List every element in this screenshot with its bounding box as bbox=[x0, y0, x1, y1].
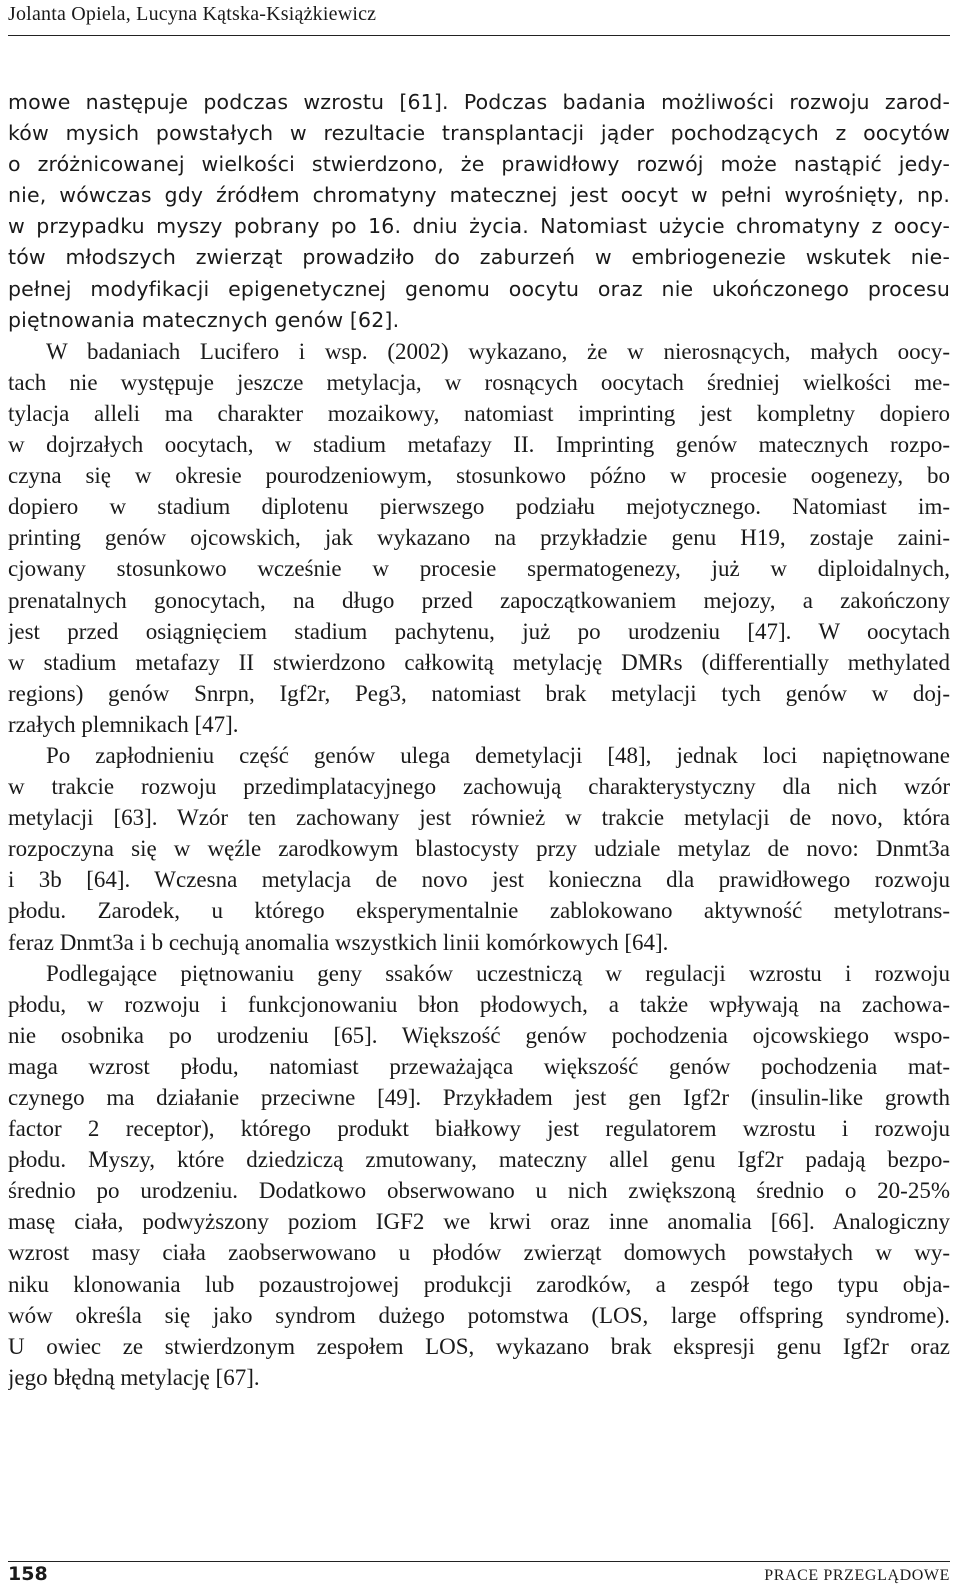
body-line: jest przed osiągnięciem stadium pachytenu, już po urodzeniu [47]. W oocytach bbox=[8, 618, 950, 644]
body-line: rzałych plemnikach [47]. bbox=[8, 711, 239, 737]
body-line: jego błędną metylację [67]. bbox=[8, 1364, 260, 1390]
journal-section-title: PRACE PRZEGLĄDOWE bbox=[764, 1567, 950, 1584]
body-line: rozpoczyna się w węźle zarodkowym blastocysty przy udziale metylaz de novo: Dnmt3a bbox=[8, 836, 950, 862]
body-line: i 3b [64]. Wczesna metylacja de novo jest konieczna dla prawidłowego rozwoju bbox=[8, 867, 950, 893]
body-line: wów określa się jako syndrom dużego potomstwa (LOS, large offspring syndrome). bbox=[8, 1302, 950, 1328]
body-line: tów młodszych zwierząt prowadziło do zaburzeń w embriogenezie wskutek nie- bbox=[8, 245, 950, 270]
header-rule bbox=[8, 35, 950, 36]
body-line: płodu. Myszy, które dziedziczą zmutowany, mateczny allel genu Igf2r padają bezpo- bbox=[8, 1147, 950, 1173]
body-line: w dojrzałych oocytach, w stadium metafazy II. Imprinting genów matecznych rozpo- bbox=[8, 432, 950, 458]
body-line: płodu, w rozwoju i funkcjonowaniu błon płodowych, a także wpływają na zachowa- bbox=[8, 991, 950, 1017]
body-line: tach nie występuje jeszcze metylacja, w rosnących oocytach średniej wielkości me- bbox=[8, 369, 950, 395]
body-line: factor 2 receptor), którego produkt białkowy jest regulatorem wzrostu i rozwoju bbox=[8, 1116, 950, 1142]
body-line: nie, wówczas gdy źródłem chromatyny matecznej jest oocyt w pełni wyrośnięty, np. bbox=[8, 183, 950, 208]
body-line: cjowany stosunkowo wcześnie w procesie spermatogenezy, już w diploidalnych, bbox=[8, 556, 950, 582]
body-line: regions) genów Snrpn, Igf2r, Peg3, natomiast brak metylacji tych genów w doj- bbox=[8, 680, 950, 706]
body-line: U owiec ze stwierdzonym zespołem LOS, wykazano brak ekspresji genu Igf2r oraz bbox=[8, 1333, 950, 1359]
body-line: w stadium metafazy II stwierdzono całkowitą metylację DMRs (differentially methylated bbox=[8, 649, 950, 675]
body-line: pełnej modyfikacji epigenetycznej genomu oocytu oraz nie ukończonego procesu bbox=[8, 276, 950, 301]
body-line: maga wzrost płodu, natomiast przeważająca większość genów pochodzenia mat- bbox=[8, 1053, 950, 1079]
body-line: W badaniach Lucifero i wsp. (2002) wykazano, że w nierosnących, małych oocy- bbox=[46, 338, 950, 364]
body-line: w przypadku myszy pobrany po 16. dniu życia. Natomiast użycie chromatyny z oocy- bbox=[8, 214, 950, 239]
body-line: tylacja alleli ma charakter mozaikowy, natomiast imprinting jest kompletny dopiero bbox=[8, 400, 950, 426]
body-line: wzrost masy ciała zaobserwowano u płodów zwierząt domowych powstałych w wy- bbox=[8, 1240, 950, 1266]
running-head-authors: Jolanta Opiela, Lucyna Kątska-Książkiewicz bbox=[8, 3, 377, 25]
body-line: średnio po urodzeniu. Dodatkowo obserwowano u nich zwiększoną średnio o 20-25% bbox=[8, 1178, 950, 1204]
body-line: czyna się w okresie pourodzeniowym, stosunkowo późno w procesie oogenezy, bo bbox=[8, 463, 950, 489]
body-line: w trakcie rozwoju przedimplatacyjnego zachowują charakterystyczny dla nich wzór bbox=[8, 774, 950, 800]
body-line: płodu. Zarodek, u którego eksperymentalnie zablokowano aktywność metylotrans- bbox=[8, 898, 950, 924]
body-line: Po zapłodnieniu część genów ulega demetylacji [48], jednak loci napiętnowane bbox=[46, 742, 950, 768]
body-line: piętnowania matecznych genów [62]. bbox=[8, 307, 400, 332]
body-line: nie osobnika po urodzeniu [65]. Większość genów pochodzenia ojcowskiego wspo- bbox=[8, 1022, 950, 1048]
body-line: masę ciała, podwyższony poziom IGF2 we krwi oraz inne anomalia [66]. Analogiczny bbox=[8, 1209, 950, 1235]
body-line: Podlegające piętnowaniu geny ssaków uczestniczą w regulacji wzrostu i rozwoju bbox=[46, 960, 950, 986]
body-line: czynego ma działanie przeciwne [49]. Przykładem jest gen Igf2r (insulin-like growth bbox=[8, 1085, 950, 1110]
body-text bbox=[8, 87, 950, 1393]
body-line: o zróżnicowanej wielkości stwierdzono, że prawidłowy rozwój może nastąpić jedy- bbox=[8, 152, 950, 177]
body-line: feraz Dnmt3a i b cechują anomalia wszystkich linii komórkowych [64]. bbox=[8, 929, 669, 955]
body-line: printing genów ojcowskich, jak wykazano na przykładzie genu H19, zostaje zaini- bbox=[8, 525, 950, 551]
page-number: 158 bbox=[8, 1563, 48, 1585]
body-line: prenatalnych gonocytach, na długo przed zapoczątkowaniem mejozy, a zakończony bbox=[8, 587, 950, 613]
body-line: metylacji [63]. Wzór ten zachowany jest również w trakcie metylacji de novo, która bbox=[8, 805, 950, 831]
body-line: mowe następuje podczas wzrostu [61]. Podczas badania możliwości rozwoju zarod- bbox=[8, 90, 950, 114]
body-line: ków mysich powstałych w rezultacie transplantacji jąder pochodzących z oocytów bbox=[8, 121, 950, 146]
body-line: niku klonowania lub pozaustrojowej produkcji zarodków, a zespół tego typu obja- bbox=[8, 1271, 950, 1297]
body-line: dopiero w stadium diplotenu pierwszego podziału mejotycznego. Natomiast im- bbox=[8, 494, 950, 520]
footer-rule bbox=[8, 1561, 950, 1562]
